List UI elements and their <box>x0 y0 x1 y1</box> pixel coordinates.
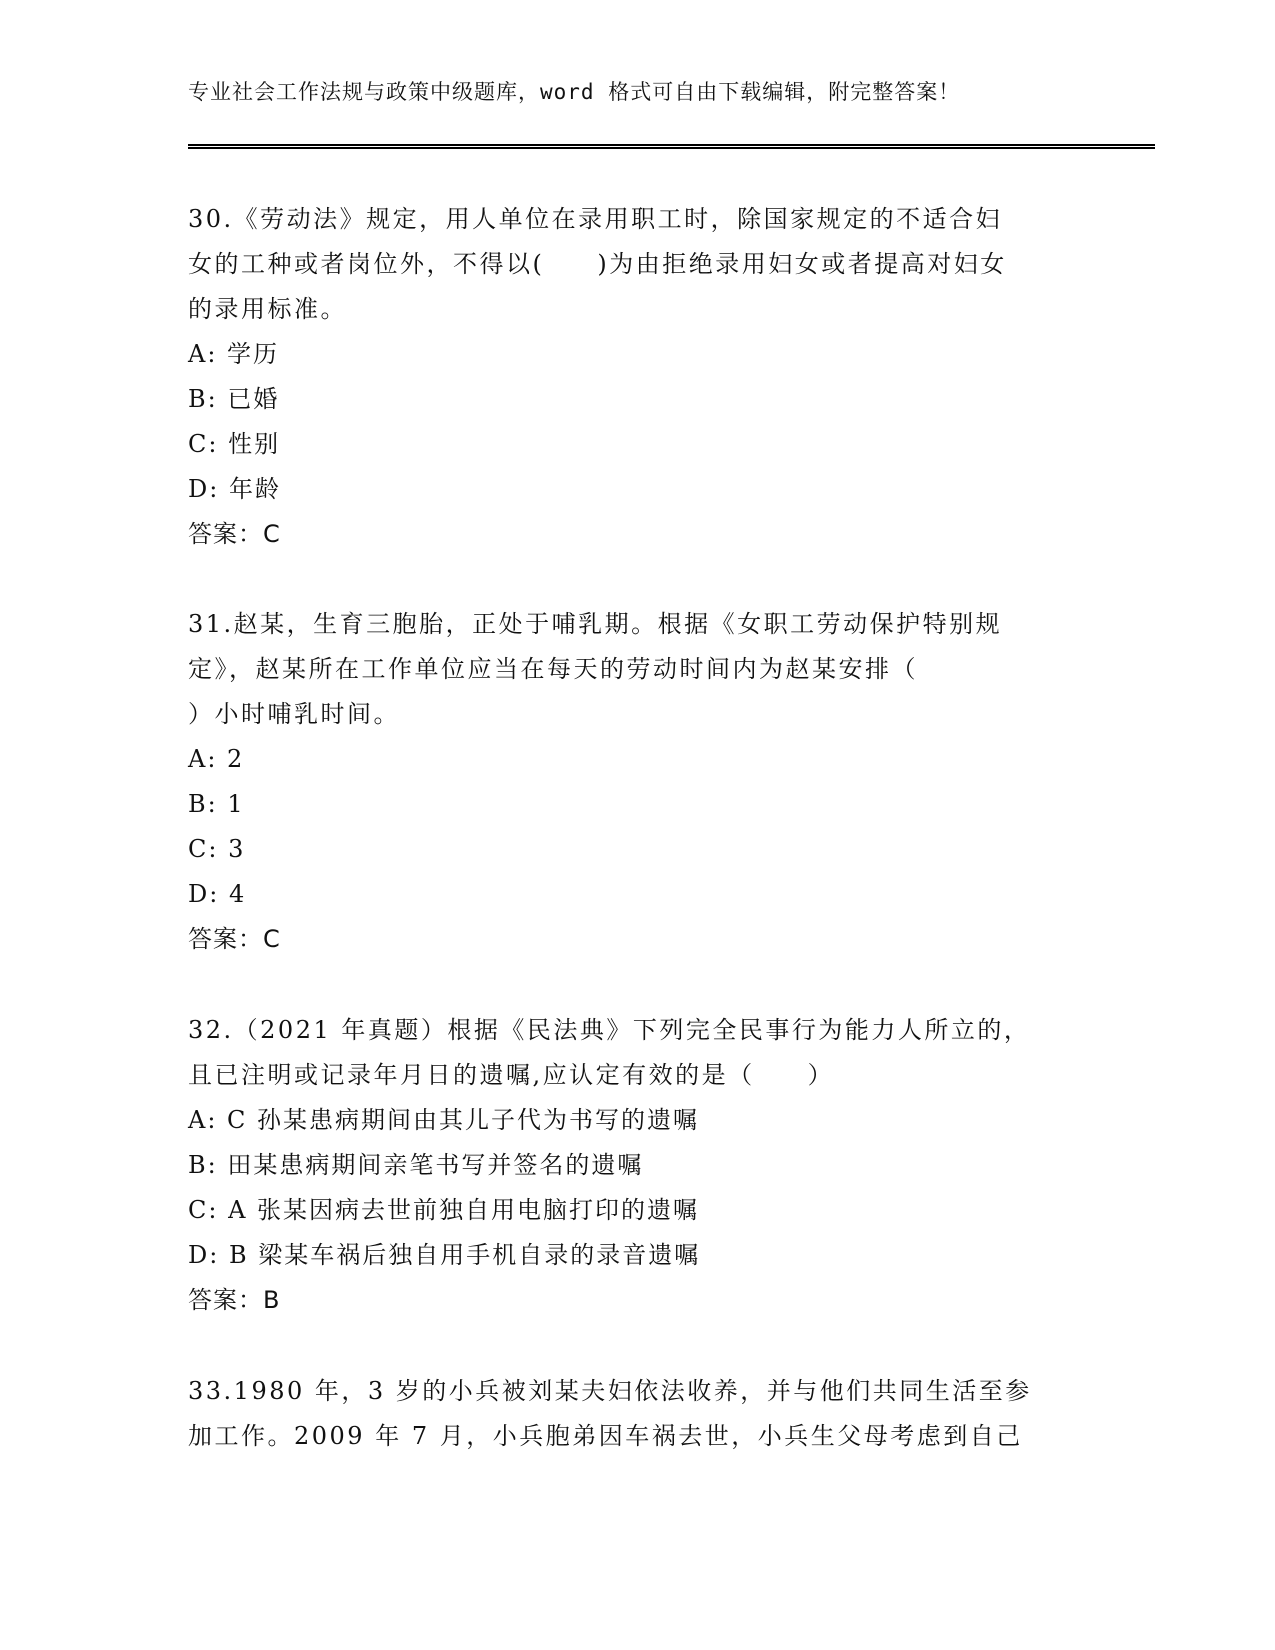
question-31 <box>188 602 1088 962</box>
question-text-line: 31.赵某，生育三胞胎，正处于哺乳期。根据《女职工劳动保护特别规 <box>188 610 1003 638</box>
option-b: B: 田某患病期间亲笔书写并签名的遗嘱 <box>188 1151 644 1179</box>
question-text-line: 加工作。2009 年 7 月，小兵胞弟因车祸去世，小兵生父母考虑到自己 <box>188 1422 1023 1450</box>
option-a: A: 2 <box>188 745 245 773</box>
question-text-line: ）小时哺乳时间。 <box>188 700 400 728</box>
question-text-line: 且已注明或记录年月日的遗嘱,应认定有效的是（ ） <box>188 1061 835 1089</box>
question-text-line: 定》，赵某所在工作单位应当在每天的劳动时间内为赵某安排（ <box>188 655 918 683</box>
answer-label: 答案：C <box>188 925 281 953</box>
option-b: B: 1 <box>188 790 245 818</box>
option-d: D: 年龄 <box>188 475 281 503</box>
question-text-line: 33.1980 年，3 岁的小兵被刘某夫妇依法收养，并与他们共同生活至参 <box>188 1377 1032 1405</box>
option-a: A: 学历 <box>188 340 280 368</box>
header-divider <box>188 144 1155 149</box>
page-header: 专业社会工作法规与政策中级题库，word 格式可自由下载编辑，附完整答案！ <box>188 80 961 104</box>
option-d: D: 4 <box>188 880 247 908</box>
answer-label: 答案：B <box>188 1286 281 1314</box>
option-a: A: C 孙某患病期间由其儿子代为书写的遗嘱 <box>188 1106 700 1134</box>
option-c: C: 3 <box>188 835 246 863</box>
question-text-line: 30.《劳动法》规定，用人单位在录用职工时，除国家规定的不适合妇 <box>188 205 1003 233</box>
question-text-line: 女的工种或者岗位外，不得以( )为由拒绝录用妇女或者提高对妇女 <box>188 250 1007 278</box>
question-text-line: 的录用标准。 <box>188 295 347 323</box>
option-c: C: 性别 <box>188 430 281 458</box>
option-d: D: B 梁某车祸后独自用手机自录的录音遗嘱 <box>188 1241 701 1269</box>
question-text-line: 32.（2021 年真题）根据《民法典》下列完全民事行为能力人所立的， <box>188 1016 1031 1044</box>
question-32 <box>188 1008 1088 1323</box>
question-30 <box>188 197 1088 557</box>
answer-label: 答案：C <box>188 520 281 548</box>
option-c: C: A 张某因病去世前独自用电脑打印的遗嘱 <box>188 1196 700 1224</box>
question-33 <box>188 1369 1088 1459</box>
option-b: B: 已婚 <box>188 385 280 413</box>
